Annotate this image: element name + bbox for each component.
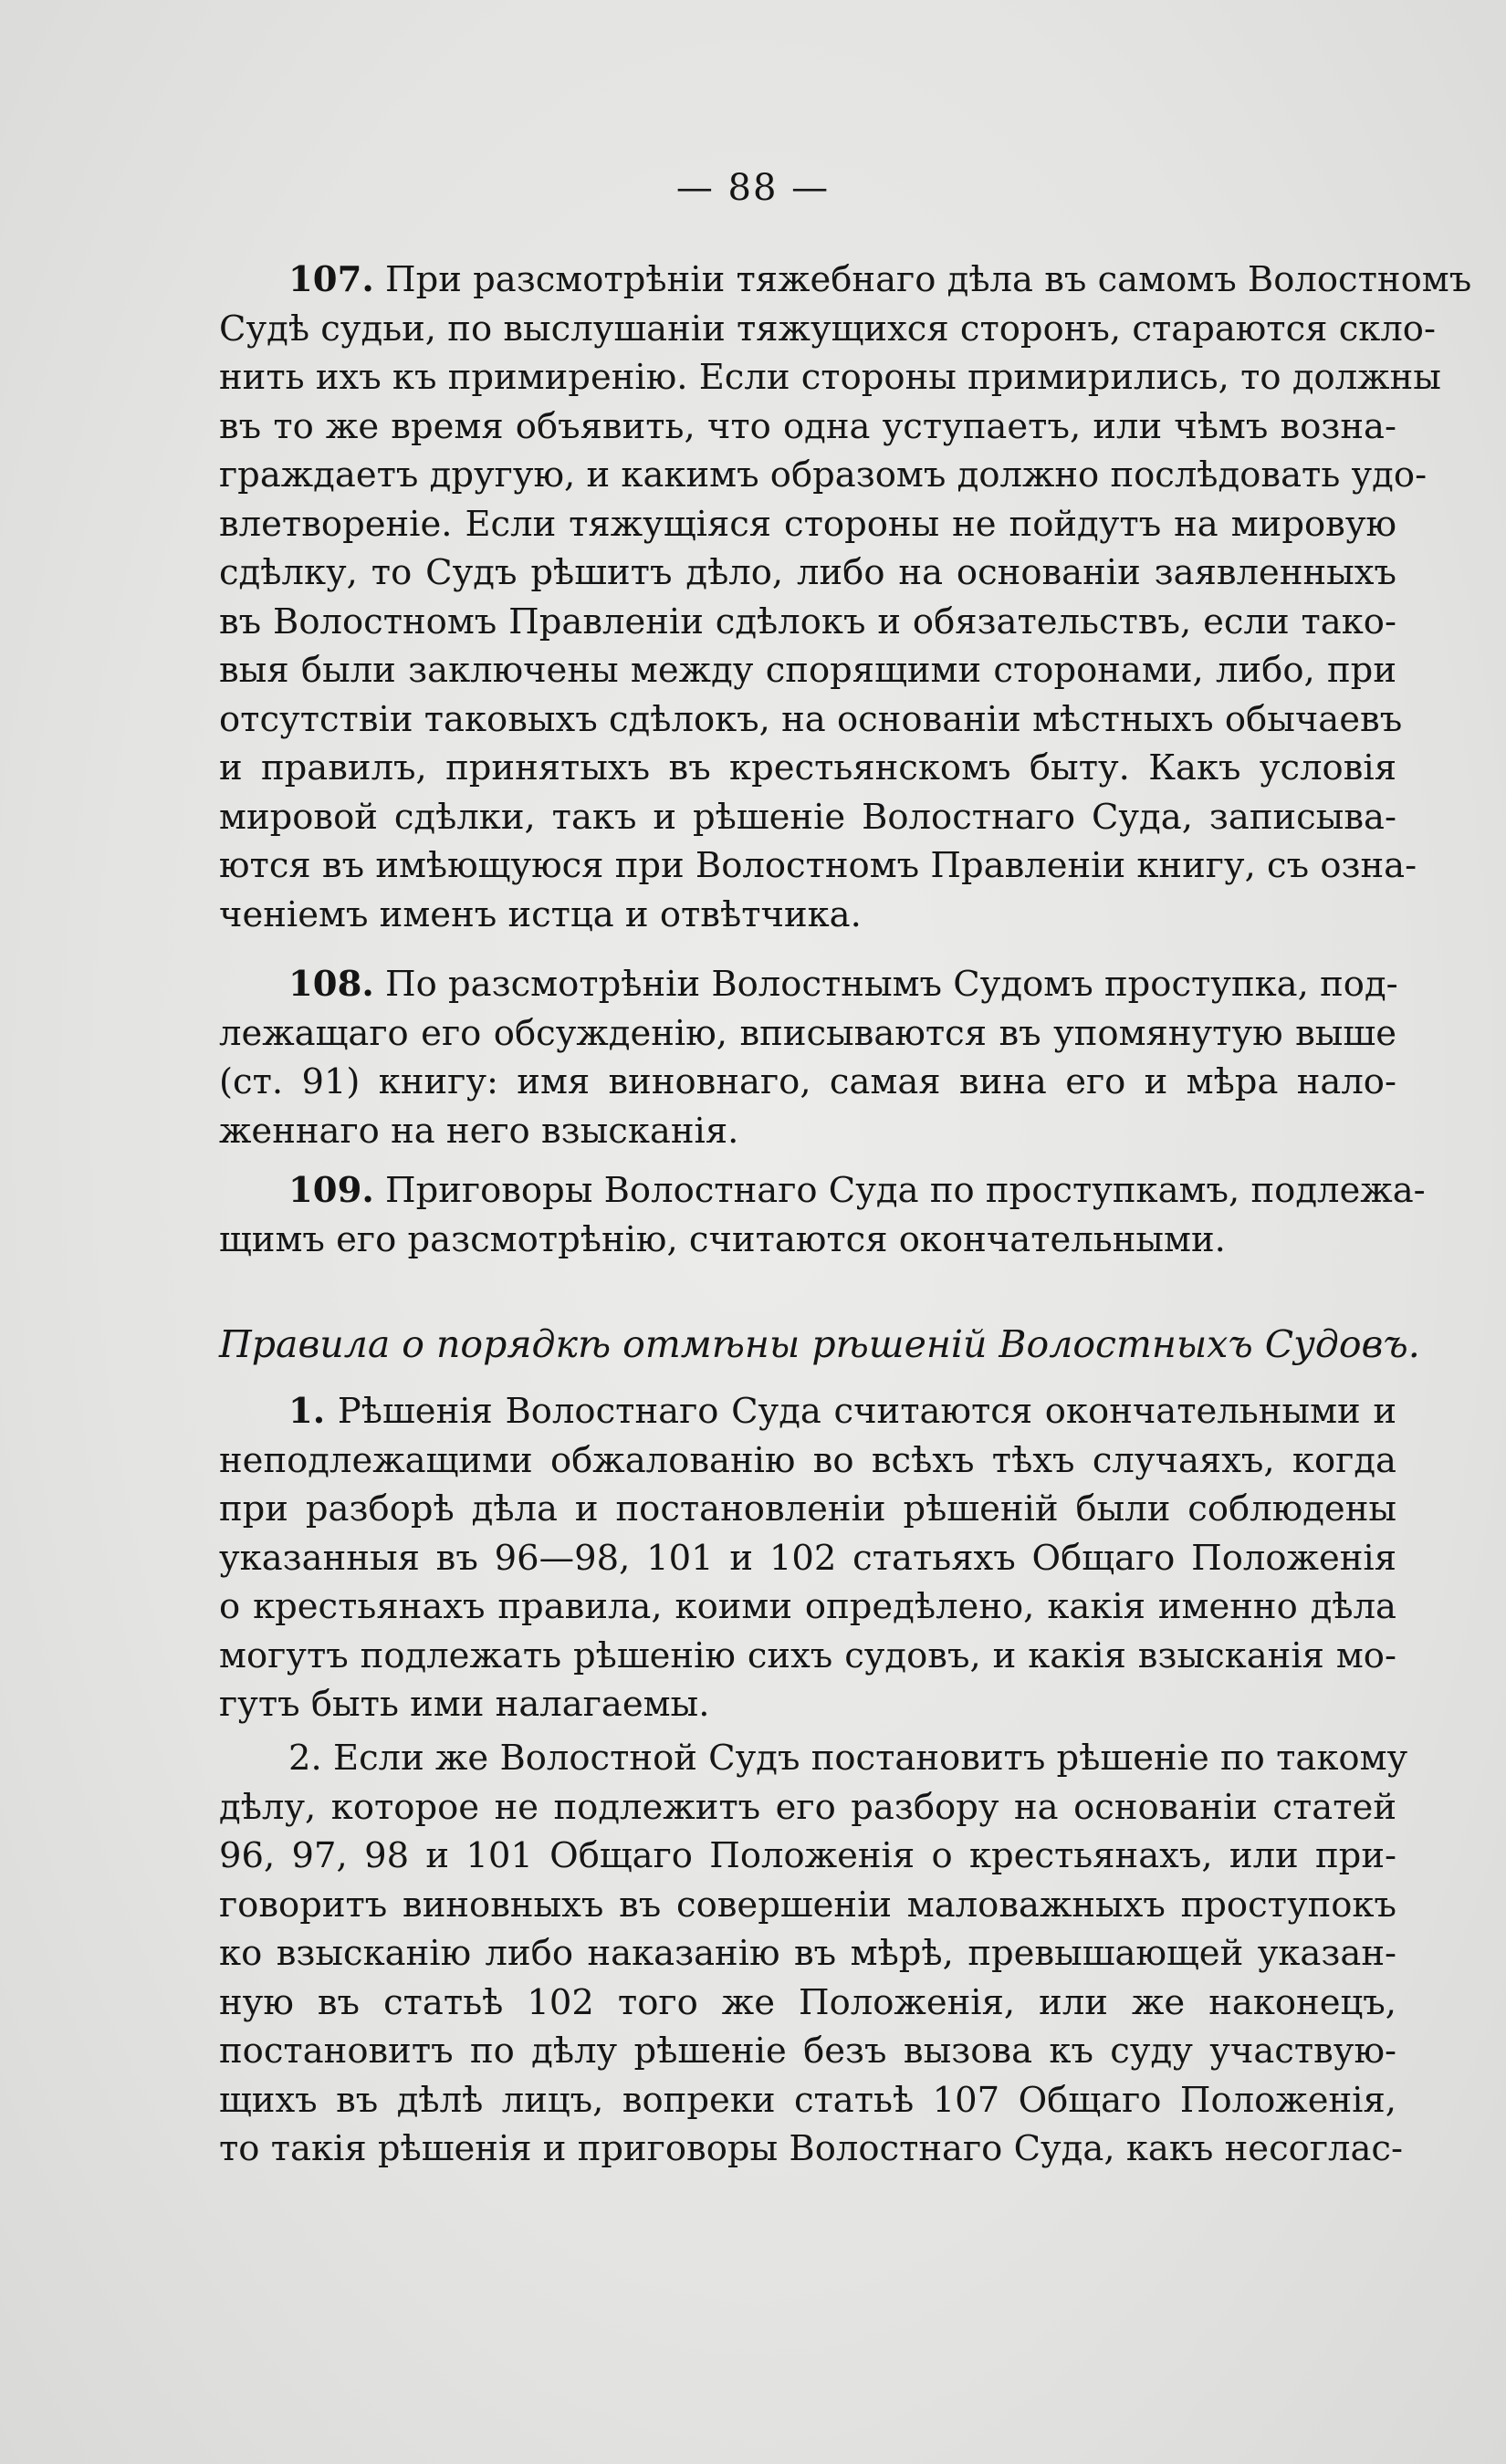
article-107-line-12: мировой сдѣлки, такъ и рѣшеніе Волостнаго Суда, записыва- (219, 796, 1396, 838)
rule-2-line-1: 2. Если же Волостной Судъ постановитъ рѣшеніе по такому (288, 1738, 1408, 1779)
article-107-line-2: Судѣ судьи, по выслушаніи тяжущихся сторонъ, стараются скло- (219, 308, 1436, 350)
rule-1-line-2: неподлежащими обжалованію во всѣхъ тѣхъ случаяхъ, когда (219, 1439, 1396, 1481)
rule-1-line-7: гутъ быть ими налагаемы. (219, 1684, 710, 1725)
article-107-line-9: выя были заключены между спорящими сторонами, либо, при (219, 650, 1396, 691)
article-108-line-3: (ст. 91) книгу: имя виновнаго, самая вина его и мѣра нало- (219, 1061, 1396, 1102)
article-107-number: 107. (288, 259, 374, 300)
rule-1-line-5: о крестьянахъ правила, коими опредѣлено, какія именно дѣла (219, 1586, 1396, 1627)
rule-1-number: 1. (288, 1391, 326, 1432)
article-108-line-4: женнаго на него взысканія. (219, 1110, 739, 1152)
rule-2-line-5: ко взысканію либо наказанію въ мѣрѣ, превышающей указан- (219, 1933, 1396, 1974)
rule-1 (219, 1387, 1396, 1729)
rule-1-line-4: указанныя въ 96—98, 101 и 102 статьяхъ Общаго Положенія (219, 1537, 1396, 1579)
article-109-number: 109. (288, 1170, 374, 1211)
article-108-line-2: лежащаго его обсужденію, вписываются въ упомянутую выше (219, 1012, 1396, 1054)
article-107 (219, 256, 1472, 939)
article-109-line-2: щимъ его разсмотрѣнію, считаются окончательными. (219, 1218, 1226, 1260)
article-107-line-13: ются въ имѣющуюся при Волостномъ Правленіи книгу, съ озна- (219, 845, 1417, 886)
rule-2-line-3: 96, 97, 98 и 101 Общаго Положенія о крестьянахъ, или при- (219, 1835, 1396, 1876)
article-108-line-1: 108. По разсмотрѣніи Волостнымъ Судомъ проступка, под- (288, 964, 1398, 1005)
rule-1-line-3: при разборѣ дѣла и постановленіи рѣшеній были соблюдены (219, 1488, 1396, 1530)
section-heading: Правила о порядкѣ отмѣны рѣшеній Волостныхъ Судовъ. (219, 1322, 1420, 1366)
page-number: — 88 — (675, 167, 831, 209)
rule-2-line-7: постановитъ по дѣлу рѣшеніе безъ вызова къ суду участвую- (219, 2031, 1396, 2072)
rule-2-line-4: говоритъ виновныхъ въ совершеніи маловажныхъ проступокъ (219, 1884, 1396, 1926)
rule-1-line-6: могутъ подлежать рѣшенію сихъ судовъ, и какія взысканія мо- (219, 1634, 1396, 1676)
rule-2-line-9: то такія рѣшенія и приговоры Волостнаго Суда, какъ несоглас- (219, 2128, 1403, 2169)
rule-2-number: 2. (288, 1738, 322, 1779)
article-109-line-1: 109. Приговоры Волостнаго Суда по проступкамъ, подлежа- (288, 1170, 1426, 1211)
rule-2-line-6: ную въ статьѣ 102 того же Положенія, или же наконецъ, (219, 1981, 1396, 2023)
rule-1-line-1: 1. Рѣшенія Волостнаго Суда считаются окончательными и (288, 1391, 1396, 1432)
rule-2-line-8: щихъ въ дѣлѣ лицъ, вопреки статьѣ 107 Общаго Положенія, (219, 2079, 1396, 2121)
article-107-line-3: нить ихъ къ примиренію. Если стороны примирились, то должны (219, 357, 1441, 398)
article-107-line-11: и правилъ, принятыхъ въ крестьянскомъ быту. Какъ условія (219, 747, 1396, 788)
article-107-line-8: въ Волостномъ Правленіи сдѣлокъ и обязательствъ, если тако- (219, 600, 1396, 642)
article-107-line-10: отсутствіи таковыхъ сдѣлокъ, на основаніи мѣстныхъ обычаевъ (219, 698, 1403, 740)
article-108-number: 108. (288, 964, 374, 1005)
article-107-line-1: 107. При разсмотрѣніи тяжебнаго дѣла въ самомъ Волостномъ (288, 259, 1472, 300)
article-107-line-5: граждаетъ другую, и какимъ образомъ должно послѣдовать удо- (219, 454, 1428, 496)
article-107-line-7: сдѣлку, то Судъ рѣшитъ дѣло, либо на основаніи заявленныхъ (219, 552, 1396, 593)
article-108 (219, 960, 1396, 1155)
article-107-line-4: въ то же время объявить, что одна уступаетъ, или чѣмъ возна- (219, 405, 1396, 447)
article-107-line-14: ченіемъ именъ истца и отвѣтчика. (219, 893, 862, 935)
rule-2 (219, 1734, 1408, 2174)
article-107-line-6: влетвореніе. Если тяжущіяся стороны не пойдутъ на мировую (219, 503, 1396, 545)
article-109 (219, 1166, 1426, 1264)
rule-2-line-2: дѣлу, которое не подлежитъ его разбору на основаніи статей (219, 1786, 1396, 1828)
